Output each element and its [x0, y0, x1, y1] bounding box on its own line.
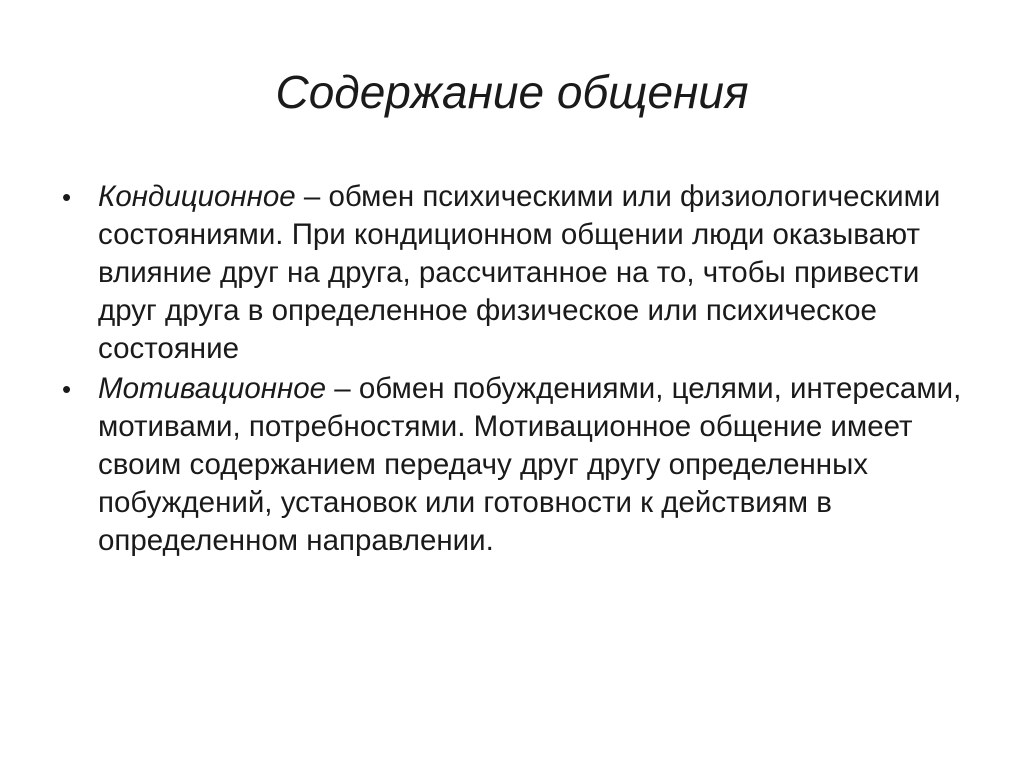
bullet-text: – обмен побуждениями, целями, интересами, мотивами, потребностями. Мотивационное общение имеет своим содержанием передачу друг другу определенных побуждений, установок или готовности к действиям в определенном направлении.	[98, 372, 962, 557]
bullet-text: – обмен психическими или физиологическими состояниями. При кондиционном общении люди оказывают влияние друг на друга, рассчитанное на то, чтобы привести друг друга в определенное физическое или психическое состояние	[98, 180, 941, 365]
bullet-term: Мотивационное	[98, 372, 327, 405]
bullet-term: Кондиционное	[98, 180, 296, 213]
bullet-list	[62, 178, 982, 562]
bullet-icon: •	[62, 182, 72, 212]
bullet-item-conditional	[62, 178, 982, 368]
slide-title: Содержание общения	[275, 66, 749, 118]
bullet-item-motivational	[62, 370, 982, 560]
bullet-icon: •	[62, 374, 72, 404]
